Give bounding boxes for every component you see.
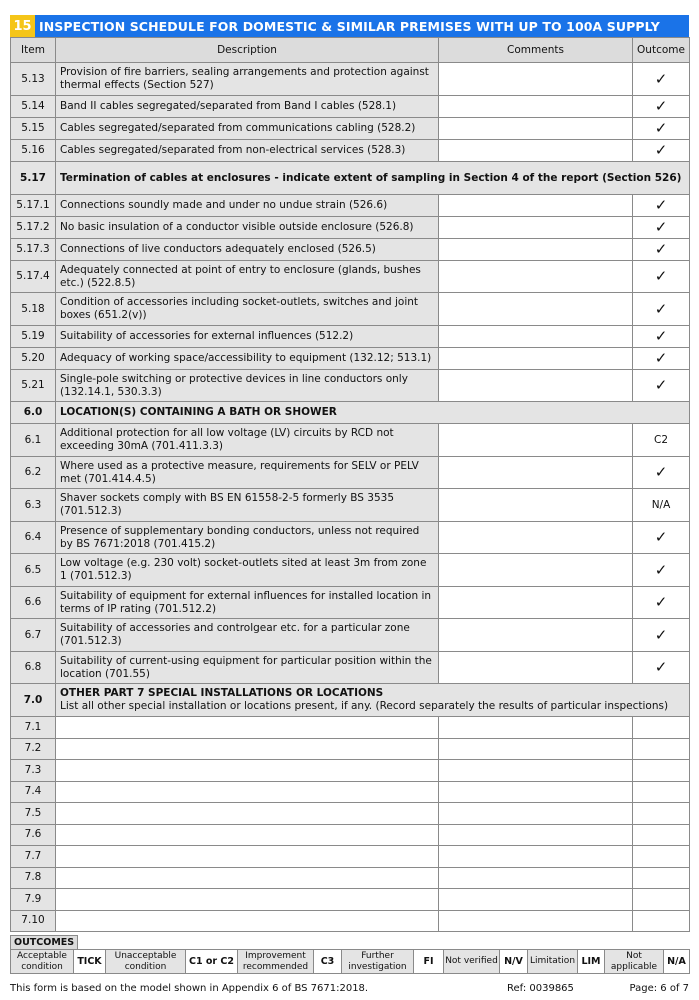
description-input[interactable] [56, 846, 439, 868]
outcome-value[interactable]: C2 [633, 424, 690, 457]
comments-cell[interactable] [439, 867, 633, 889]
item-number: 5.17.1 [11, 195, 56, 217]
page-title: INSPECTION SCHEDULE FOR DOMESTIC & SIMILAR PREMISES WITH UP TO 100A SUPPLY [39, 18, 660, 34]
table-row [11, 96, 690, 118]
item-number: 7.10 [11, 910, 56, 932]
comments-cell[interactable] [439, 522, 633, 554]
item-number: 6.1 [11, 424, 56, 457]
comments-cell[interactable] [439, 293, 633, 326]
check-icon[interactable]: ✓ [633, 293, 690, 326]
outcome-legend-code: N/V [500, 950, 528, 974]
check-icon[interactable]: ✓ [633, 457, 690, 489]
check-icon[interactable]: ✓ [633, 348, 690, 370]
item-number: 6.7 [11, 619, 56, 652]
item-number: 7.5 [11, 803, 56, 825]
item-number: 5.19 [11, 326, 56, 348]
comments-cell[interactable] [439, 118, 633, 140]
section-description [56, 684, 690, 717]
comments-cell[interactable] [439, 803, 633, 825]
item-description: Suitability of equipment for external influences for installed location in terms of IP rating (701.512.2) [56, 587, 439, 619]
item-number: 5.20 [11, 348, 56, 370]
outcome-legend-code: C1 or C2 [186, 950, 238, 974]
outcome-legend-text: Acceptable condition [11, 950, 74, 974]
item-description: Single-pole switching or protective devices in line conductors only (132.14.1, 530.3.3) [56, 370, 439, 402]
blank-row [11, 824, 690, 846]
item-description: Where used as a protective measure, requirements for SELV or PELV met (701.414.4.5) [56, 457, 439, 489]
check-icon[interactable]: ✓ [633, 118, 690, 140]
comments-cell[interactable] [439, 424, 633, 457]
section-row [11, 402, 690, 424]
description-input[interactable] [56, 910, 439, 932]
comments-cell[interactable] [439, 889, 633, 911]
comments-cell[interactable] [439, 489, 633, 522]
outcome-legend-code: FI [414, 950, 444, 974]
item-number: 5.15 [11, 118, 56, 140]
item-number: 7.9 [11, 889, 56, 911]
item-number: 6.0 [11, 402, 56, 424]
blank-row [11, 717, 690, 739]
outcome-legend-code: N/A [664, 950, 690, 974]
outcomes-legend [10, 935, 689, 974]
table-row [11, 619, 690, 652]
item-number: 7.0 [11, 684, 56, 717]
table-row [11, 489, 690, 522]
description-input[interactable] [56, 803, 439, 825]
comments-cell[interactable] [439, 239, 633, 261]
item-description: Cables segregated/separated from non-electrical services (528.3) [56, 140, 439, 162]
item-number: 5.14 [11, 96, 56, 118]
item-number: 7.6 [11, 824, 56, 846]
check-icon[interactable]: ✓ [633, 619, 690, 652]
comments-cell[interactable] [439, 717, 633, 739]
item-number: 7.8 [11, 867, 56, 889]
table-row [11, 293, 690, 326]
item-description: Adequately connected at point of entry to enclosure (glands, bushes etc.) (522.8.5) [56, 261, 439, 293]
outcome-cell[interactable] [633, 846, 690, 868]
column-header-description: Description [56, 38, 439, 63]
item-description: Suitability of current-using equipment for particular position within the location (701.55) [56, 652, 439, 684]
check-icon[interactable]: ✓ [633, 370, 690, 402]
footer [10, 983, 689, 994]
comments-cell[interactable] [439, 824, 633, 846]
comments-cell[interactable] [439, 140, 633, 162]
outcome-legend-code: TICK [74, 950, 106, 974]
blank-row [11, 846, 690, 868]
comments-cell[interactable] [439, 760, 633, 782]
item-number: 6.2 [11, 457, 56, 489]
outcome-cell[interactable] [633, 910, 690, 932]
footer-page: Page: 6 of 7 [629, 983, 689, 994]
check-icon[interactable]: ✓ [633, 522, 690, 554]
item-description: Presence of supplementary bonding conductors, unless not required by BS 7671:2018 (701.415.2) [56, 522, 439, 554]
item-number: 7.3 [11, 760, 56, 782]
schedule-header [10, 15, 689, 37]
item-description: Termination of cables at enclosures - indicate extent of sampling in Section 4 of the report (Section 526) [56, 162, 690, 195]
blank-row [11, 889, 690, 911]
item-description: Connections soundly made and under no undue strain (526.6) [56, 195, 439, 217]
comments-cell[interactable] [439, 326, 633, 348]
item-number: 5.17 [11, 162, 56, 195]
column-header-item: Item [11, 38, 56, 63]
outcomes-label: OUTCOMES [10, 935, 78, 949]
check-icon[interactable]: ✓ [633, 96, 690, 118]
description-input[interactable] [56, 717, 439, 739]
table-row [11, 457, 690, 489]
item-number: 6.8 [11, 652, 56, 684]
blank-row [11, 803, 690, 825]
table-row [11, 652, 690, 684]
item-description: Additional protection for all low voltage (LV) circuits by RCD not exceeding 30mA (701.411.3.3) [56, 424, 439, 457]
description-input[interactable] [56, 781, 439, 803]
item-description: Low voltage (e.g. 230 volt) socket-outlets sited at least 3m from zone 1 (701.512.3) [56, 554, 439, 587]
item-description: Cables segregated/separated from communications cabling (528.2) [56, 118, 439, 140]
section-title: OTHER PART 7 SPECIAL INSTALLATIONS OR LOCATIONS [60, 687, 384, 699]
item-number: 6.4 [11, 522, 56, 554]
description-input[interactable] [56, 824, 439, 846]
item-number: 5.18 [11, 293, 56, 326]
item-number: 7.1 [11, 717, 56, 739]
item-number: 7.4 [11, 781, 56, 803]
check-icon[interactable]: ✓ [633, 587, 690, 619]
check-icon[interactable]: ✓ [633, 195, 690, 217]
description-input[interactable] [56, 738, 439, 760]
comments-cell[interactable] [439, 587, 633, 619]
column-header-outcome: Outcome [633, 38, 690, 63]
section-subtitle: List all other special installation or locations present, if any. (Record separately the results of particular inspections) [60, 700, 669, 712]
table-row [11, 140, 690, 162]
outcome-legend-text: Not verified [444, 950, 500, 974]
check-icon[interactable]: ✓ [633, 326, 690, 348]
blank-row [11, 867, 690, 889]
table-row [11, 587, 690, 619]
check-icon[interactable]: ✓ [633, 140, 690, 162]
description-input[interactable] [56, 867, 439, 889]
item-description: Adequacy of working space/accessibility to equipment (132.12; 513.1) [56, 348, 439, 370]
description-input[interactable] [56, 760, 439, 782]
comments-cell[interactable] [439, 195, 633, 217]
section-row [11, 162, 690, 195]
comments-cell[interactable] [439, 63, 633, 96]
item-description: Shaver sockets comply with BS EN 61558-2-5 formerly BS 3535 (701.512.3) [56, 489, 439, 522]
footer-ref: Ref: 0039865 [507, 983, 574, 994]
item-description: Provision of fire barriers, sealing arrangements and protection against thermal effects (Section 527) [56, 63, 439, 96]
outcome-value[interactable]: N/A [633, 489, 690, 522]
comments-cell[interactable] [439, 619, 633, 652]
item-number: 5.17.3 [11, 239, 56, 261]
outcome-legend-text: Unacceptable condition [106, 950, 186, 974]
item-number: 6.5 [11, 554, 56, 587]
outcome-cell[interactable] [633, 781, 690, 803]
item-number: 5.13 [11, 63, 56, 96]
blank-row [11, 760, 690, 782]
item-description: LOCATION(S) CONTAINING A BATH OR SHOWER [56, 402, 690, 424]
item-number: 5.16 [11, 140, 56, 162]
table-row [11, 239, 690, 261]
table-row [11, 217, 690, 239]
section-number: 15 [10, 15, 35, 37]
table-row [11, 261, 690, 293]
check-icon[interactable]: ✓ [633, 239, 690, 261]
item-description: Suitability of accessories for external influences (512.2) [56, 326, 439, 348]
comments-cell[interactable] [439, 738, 633, 760]
item-number: 5.21 [11, 370, 56, 402]
table-row [11, 326, 690, 348]
blank-row [11, 910, 690, 932]
check-icon[interactable]: ✓ [633, 63, 690, 96]
outcome-cell[interactable] [633, 824, 690, 846]
check-icon[interactable]: ✓ [633, 217, 690, 239]
item-number: 6.3 [11, 489, 56, 522]
item-number: 6.6 [11, 587, 56, 619]
table-row [11, 348, 690, 370]
outcome-legend-text: Not applicable [605, 950, 664, 974]
table-row [11, 522, 690, 554]
outcome-cell[interactable] [633, 760, 690, 782]
outcome-cell[interactable] [633, 738, 690, 760]
item-number: 7.7 [11, 846, 56, 868]
table-row [11, 370, 690, 402]
comments-cell[interactable] [439, 261, 633, 293]
comments-cell[interactable] [439, 370, 633, 402]
check-icon[interactable]: ✓ [633, 261, 690, 293]
outcome-cell[interactable] [633, 803, 690, 825]
item-description: Band II cables segregated/separated from Band I cables (528.1) [56, 96, 439, 118]
outcome-legend-text: Improvement recommended [238, 950, 314, 974]
column-header-comments: Comments [439, 38, 633, 63]
outcome-legend-text: Limitation [528, 950, 578, 974]
item-description: Suitability of accessories and controlgear etc. for a particular zone (701.512.3) [56, 619, 439, 652]
outcome-legend-code: C3 [314, 950, 342, 974]
comments-cell[interactable] [439, 217, 633, 239]
table-row [11, 118, 690, 140]
check-icon[interactable]: ✓ [633, 652, 690, 684]
blank-row [11, 738, 690, 760]
item-number: 5.17.2 [11, 217, 56, 239]
comments-cell[interactable] [439, 846, 633, 868]
table-row [11, 63, 690, 96]
item-description: Condition of accessories including socket-outlets, switches and joint boxes (651.2(v)) [56, 293, 439, 326]
outcomes-row [11, 950, 690, 974]
comments-cell[interactable] [439, 910, 633, 932]
inspection-table [10, 37, 690, 932]
table-row [11, 554, 690, 587]
inspection-rows [11, 63, 690, 932]
outcome-cell[interactable] [633, 867, 690, 889]
comments-cell[interactable] [439, 457, 633, 489]
item-number: 7.2 [11, 738, 56, 760]
outcome-cell[interactable] [633, 889, 690, 911]
description-input[interactable] [56, 889, 439, 911]
table-row [11, 424, 690, 457]
outcome-legend-text: Further investigation [342, 950, 414, 974]
item-description: Connections of live conductors adequately enclosed (526.5) [56, 239, 439, 261]
comments-cell[interactable] [439, 781, 633, 803]
comments-cell[interactable] [439, 652, 633, 684]
item-description: No basic insulation of a conductor visible outside enclosure (526.8) [56, 217, 439, 239]
comments-cell[interactable] [439, 96, 633, 118]
footer-note: This form is based on the model shown in Appendix 6 of BS 7671:2018. [10, 983, 369, 994]
table-row [11, 195, 690, 217]
outcome-legend-code: LIM [578, 950, 605, 974]
item-number: 5.17.4 [11, 261, 56, 293]
comments-cell[interactable] [439, 554, 633, 587]
section-row [11, 684, 690, 717]
blank-row [11, 781, 690, 803]
check-icon[interactable]: ✓ [633, 554, 690, 587]
outcome-cell[interactable] [633, 717, 690, 739]
table-header-row [11, 38, 690, 63]
comments-cell[interactable] [439, 348, 633, 370]
